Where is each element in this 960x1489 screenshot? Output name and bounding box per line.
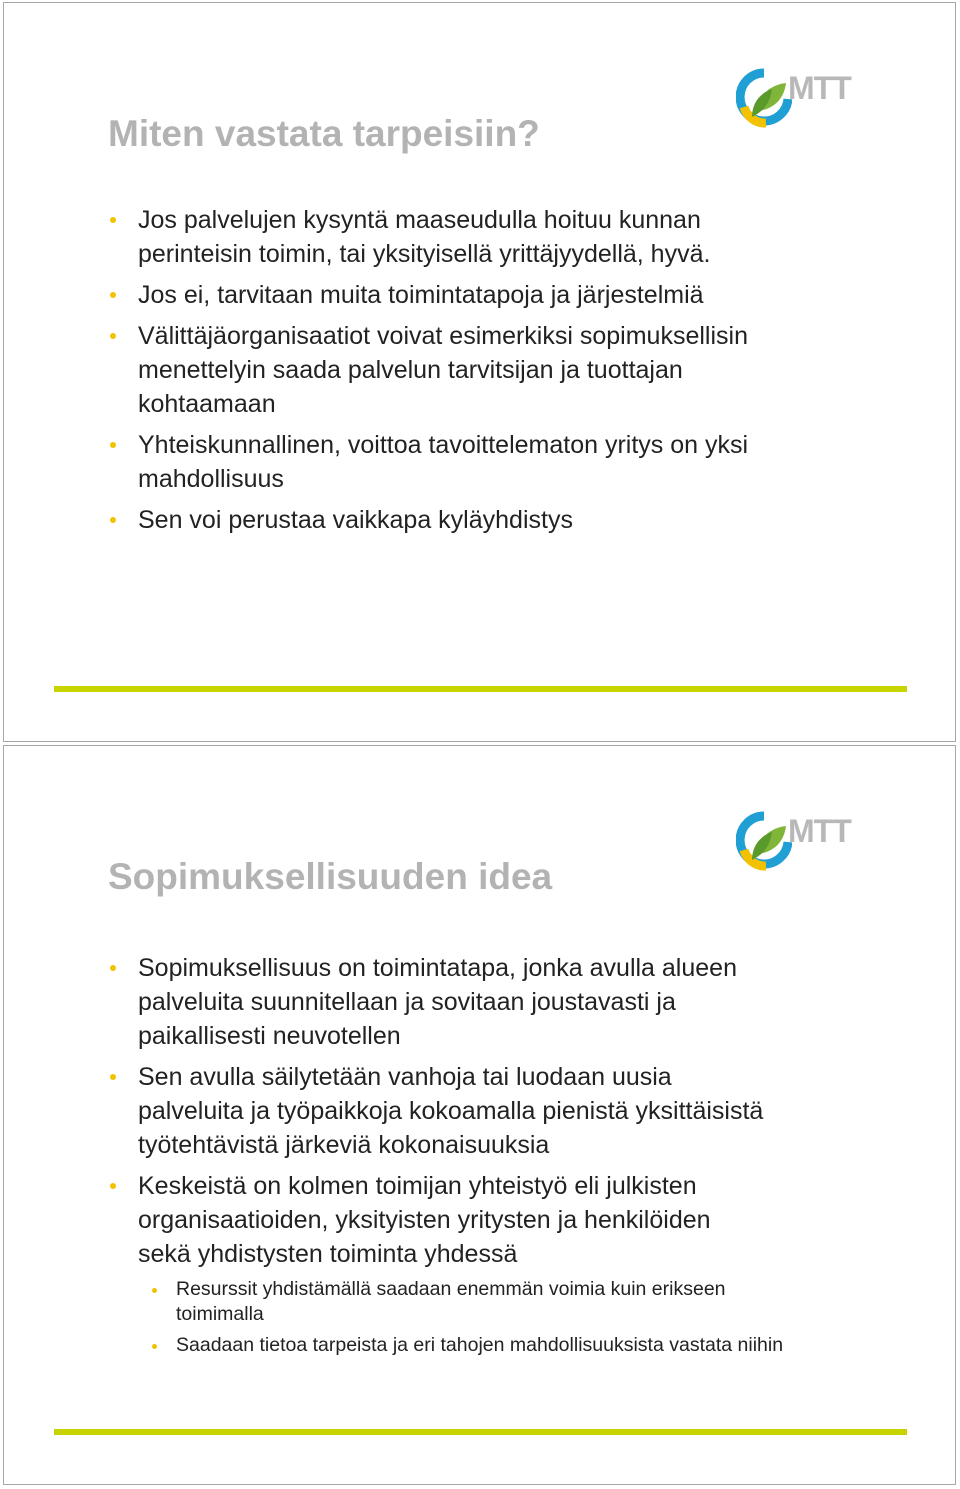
bullet-dot-icon <box>110 965 116 971</box>
bullet-text: palveluita ja työpaikkoja kokoamalla pienistä yksittäisistä <box>138 1097 764 1125</box>
slide-1 <box>3 2 956 742</box>
page-title: Miten vastata tarpeisiin? <box>108 113 540 154</box>
sub-bullet-dot-icon <box>152 1344 157 1349</box>
bullet-text: menettelyin saada palvelun tarvitsijan ja tuottajan <box>138 356 683 384</box>
bullet-text: Yhteiskunnallinen, voittoa tavoittelematon yritys on yksi <box>138 431 749 459</box>
sub-bullet-text: Saadaan tietoa tarpeista ja eri tahojen mahdollisuuksista vastata niihin <box>176 1334 784 1356</box>
bullet-text: Jos palvelujen kysyntä maaseudulla hoituu kunnan <box>138 206 701 234</box>
slide-2 <box>3 745 956 1485</box>
logo-text: MTT <box>788 70 851 106</box>
bullet-dot-icon <box>110 1074 116 1080</box>
list-item <box>138 1333 908 1358</box>
list-item <box>138 1277 908 1327</box>
page-title: Sopimuksellisuuden idea <box>108 856 553 897</box>
bullet-text: mahdollisuus <box>138 465 284 493</box>
mtt-logo <box>736 67 876 129</box>
bullet-text: organisaatioiden, yksityisten yritysten ja henkilöiden <box>138 1206 711 1234</box>
list-item <box>108 951 908 1053</box>
list-item <box>108 1060 908 1162</box>
bullet-dot-icon <box>110 333 116 339</box>
bullet-dot-icon <box>110 517 116 523</box>
list-item <box>108 1169 908 1358</box>
bullet-list <box>108 203 908 544</box>
mtt-logo-mark-icon <box>736 810 792 872</box>
mtt-logo-mark-icon <box>736 67 792 129</box>
bullet-text: Keskeistä on kolmen toimijan yhteistyö eli julkisten <box>138 1172 697 1200</box>
bullet-text: paikallisesti neuvotellen <box>138 1022 401 1050</box>
bullet-text: sekä yhdistysten toiminta yhdessä <box>138 1240 518 1268</box>
bullet-text: perinteisin toimin, tai yksityisellä yrittäjyydellä, hyvä. <box>138 240 711 268</box>
bullet-dot-icon <box>110 217 116 223</box>
bullet-text: palveluita suunnitellaan ja sovitaan joustavasti ja <box>138 988 676 1016</box>
sub-bullet-text: Resurssit yhdistämällä saadaan enemmän voimia kuin erikseen <box>176 1278 726 1300</box>
sub-bullet-text: toimimalla <box>176 1303 264 1325</box>
bullet-text: kohtaamaan <box>138 390 276 418</box>
footer-bar <box>54 686 907 692</box>
bullet-dot-icon <box>110 442 116 448</box>
sub-bullet-dot-icon <box>152 1288 157 1293</box>
list-item <box>108 428 908 496</box>
bullet-dot-icon <box>110 1183 116 1189</box>
bullet-text: Jos ei, tarvitaan muita toimintatapoja ja järjestelmiä <box>138 281 704 309</box>
footer-bar <box>54 1429 907 1435</box>
list-item <box>108 203 908 271</box>
logo-text: MTT <box>788 813 851 849</box>
list-item <box>108 503 908 537</box>
list-item <box>108 319 908 421</box>
bullet-list <box>108 951 908 1365</box>
bullet-text: Sen voi perustaa vaikkapa kyläyhdistys <box>138 506 573 534</box>
mtt-logo <box>736 810 876 872</box>
bullet-text: työtehtävistä järkeviä kokonaisuuksia <box>138 1131 550 1159</box>
bullet-text: Välittäjäorganisaatiot voivat esimerkiksi sopimuksellisin <box>138 322 748 350</box>
sub-bullet-list <box>138 1277 908 1358</box>
bullet-text: Sopimuksellisuus on toimintatapa, jonka avulla alueen <box>138 954 737 982</box>
list-item <box>108 278 908 312</box>
bullet-text: Sen avulla säilytetään vanhoja tai luodaan uusia <box>138 1063 672 1091</box>
bullet-dot-icon <box>110 292 116 298</box>
